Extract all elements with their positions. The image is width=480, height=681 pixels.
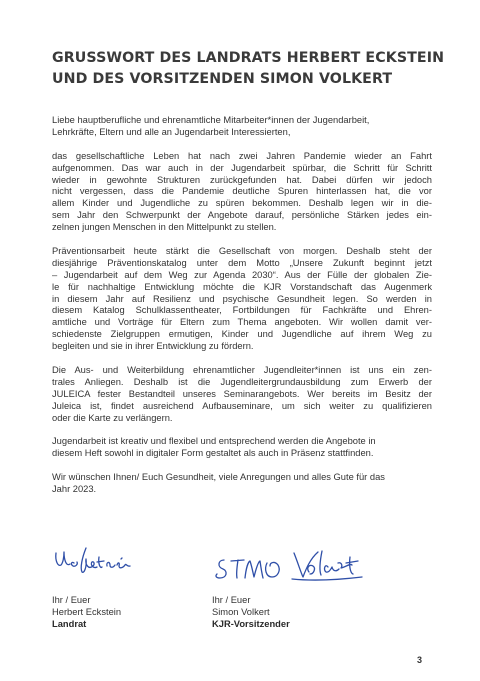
text-line: Jahr 2023. — [52, 484, 97, 495]
text-line: diesem Heft sowohl in digitaler Form gestaltet als auch in Präsenz stattfinden. — [52, 448, 374, 459]
salutation: Ihr / Euer — [212, 595, 251, 605]
text-line: amtliche und Vorträge für Eltern zum Thema angeboten. Wir wollen damit ver- — [52, 317, 432, 328]
text-line: Lehrkräfte, Eltern und alle an Jugendarbeit Interessierten, — [52, 126, 291, 137]
text-line: le für nachhaltige Entwicklung möchte die KJR Vorstandschaft das Augenmerk — [52, 281, 432, 292]
paragraph-6 — [52, 472, 432, 496]
salutation: Ihr / Euer — [52, 595, 91, 605]
paragraph-3 — [52, 246, 432, 353]
text-line: aufgenommen. Das war auch in der Jugendarbeit spürbar, die Schritt für Schritt — [52, 162, 432, 173]
text-line: Jugendarbeit ist kreativ und flexibel und entsprechend werden die Angebote in — [52, 436, 376, 447]
signature-simon-volkert — [212, 543, 392, 587]
page-number: 3 — [417, 655, 423, 665]
title-line-1: GRUSSWORT DES LANDRATS HERBERT ECKSTEIN — [52, 50, 445, 66]
signatory-name: Herbert Eckstein — [52, 606, 122, 617]
text-line: Die Aus- und Weiterbildung ehrenamtlicher Jugendleiter*innen ist uns ein zen- — [52, 364, 432, 375]
title-line-2: UND DES VORSITZENDEN SIMON VOLKERT — [52, 71, 393, 87]
text-line: diesjährige Präventionskatalog unter dem Motto „Unsere Zukunft beginnt jetzt — [52, 257, 432, 268]
page-title — [52, 48, 445, 90]
paragraph-2 — [52, 151, 432, 234]
text-line: das gesellschaftliche Leben hat nach zwei Jahren Pandemie wieder an Fahrt — [52, 150, 432, 161]
text-line: wieder in gewohnte Strukturen zurückgefunden hat. Dabei dürfen wir jedoch — [52, 174, 432, 185]
text-line: zelnen jungen Menschen in den Mittelpunkt zu stellen. — [52, 222, 277, 233]
text-line: schiedenste Zielgruppen ermutigen, Kinder und Jugendliche auf ihrem Weg zu — [52, 329, 432, 340]
signature-herbert-eckstein — [52, 543, 152, 583]
text-line: JULEICA fester Bestandteil unseres Seminarangebots. Wer bereits im Besitz der — [52, 388, 432, 399]
closing-simon-volkert — [212, 595, 290, 631]
paragraph-4 — [52, 365, 432, 425]
text-line: allem Kinder und Jugendliche zu spüren bekommen. Deshalb legen wir in die- — [52, 198, 432, 209]
signatory-role: KJR-Vorsitzender — [212, 618, 290, 629]
greeting-body — [52, 115, 432, 508]
text-line: Liebe hauptberufliche und ehrenamtliche Mitarbeiter*innen der Jugendarbeit, — [52, 115, 370, 125]
text-line: Juleica ist, findet ausreichend Aufbauseminare, um sich weiter zu qualifizieren — [52, 400, 432, 411]
text-line: nicht vergessen, dass die Pandemie deutliche Spuren hinterlassen hat, die vor — [52, 186, 432, 197]
text-line: begleiten und sie in ihrer Entwicklung zu fördern. — [52, 341, 254, 352]
text-line: sem Jahr den Schwerpunkt der Angebote darauf, persönliche Stärken jedes ein- — [52, 210, 432, 221]
closing-herbert-eckstein — [52, 595, 121, 631]
text-line: oder die Karte zu verlängern. — [52, 412, 173, 423]
text-line: Wir wünschen Ihnen/ Euch Gesundheit, viele Anregungen und alles Gute für das — [52, 472, 385, 483]
paragraph-5 — [52, 436, 432, 460]
paragraph-1 — [52, 115, 432, 139]
text-line: in diesem Jahr auf Resilienz und psychische Gesundheit legen. So werden in — [52, 293, 432, 304]
text-line: trales Anliegen. Deshalb ist die Jugendleitergrundausbildung zum Erwerb der — [52, 376, 432, 387]
signatory-role: Landrat — [52, 618, 87, 629]
text-line: diesem Katalog Schulklassentheater, Fortbildungen für Fachkräfte und Ehren- — [52, 305, 432, 316]
signatory-name: Simon Volkert — [212, 606, 270, 617]
text-line: Präventionsarbeit heute stärkt die Gesellschaft von morgen. Deshalb steht der — [52, 245, 432, 256]
text-line: – Jugendarbeit auf dem Weg zur Agenda 2030“. Aus der Fülle der globalen Zie- — [52, 269, 432, 280]
